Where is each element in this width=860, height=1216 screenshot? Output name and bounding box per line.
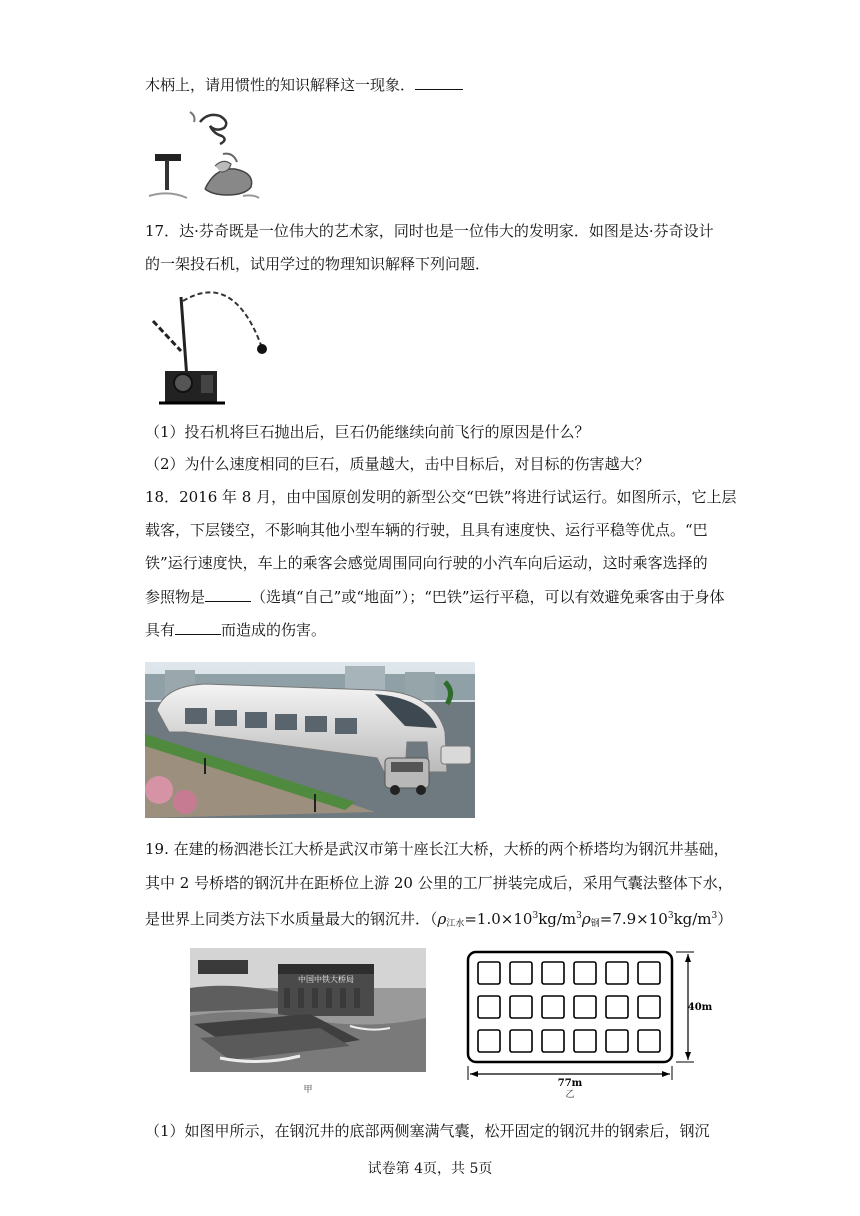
caisson-sign-text: 中国中铁大桥局 xyxy=(298,975,354,984)
q18-line-4b: （选填“自己”或“地面”）；“巴铁”运行平稳，可以有效避免乘客由于身体 xyxy=(251,588,725,606)
q17-line-1: 17．达·芬奇既是一位伟大的艺术家，同时也是一位伟大的发明家．如图是达·芬奇设计 xyxy=(145,222,714,240)
height-dimension-label: 40m xyxy=(687,1002,713,1013)
q17-line-2: 的一架投石机，试用学过的物理知识解释下列问题． xyxy=(145,255,491,273)
rho-water-exponent: 3 xyxy=(532,911,539,921)
q16-tail-line xyxy=(145,74,463,96)
q19-line-3-text: 是世界上同类方法下水质量最大的钢沉井．（ xyxy=(145,910,438,928)
q18-line-5a: 具有 xyxy=(145,621,176,639)
q16-tail-text: 木柄上，请用惯性的知识解释这一现象． xyxy=(145,76,416,94)
q19-line-1: 19. 在建的杨泗港长江大桥是武汉市第十座长江大桥，大桥的两个桥塔均为钢沉井基础， xyxy=(145,840,729,858)
q17-sub-1: （1）投石机将巨石抛出后，巨石仍能继续向前飞行的原因是什么？ xyxy=(145,423,590,441)
rho-water-unit-exponent: 3 xyxy=(576,911,582,921)
rho-steel-unit: kg/m xyxy=(673,910,712,928)
q19-line-3 xyxy=(145,905,732,935)
q19-line-2: 其中 2 号桥塔的钢沉井在距桥位上游 20 公里的工厂拼装完成后，采用气囊法整体下水， xyxy=(145,874,733,892)
rho-steel-unit-exponent: 3 xyxy=(711,911,718,921)
hammer-figure xyxy=(145,104,265,202)
q18-line-4 xyxy=(145,586,725,608)
width-dimension-label: 77m xyxy=(557,1078,583,1089)
q18-line-4a: 参照物是 xyxy=(145,588,206,606)
q19-sub-1: （1）如图甲所示，在钢沉井的底部两侧塞满气囊，松开固定的钢沉井的钢索后，钢沉 xyxy=(145,1122,710,1140)
caisson-cell-grid xyxy=(478,962,660,1052)
q18-blank-1 xyxy=(205,587,251,602)
figure-jia-label: 甲 xyxy=(303,1085,313,1095)
q18-line-5b: 而造成的伤害。 xyxy=(221,621,327,639)
formula-close: ） xyxy=(717,910,733,928)
rho-steel-symbol: ρ xyxy=(581,910,591,928)
figure-yi-label: 乙 xyxy=(565,1090,575,1098)
rho-steel-exponent: 3 xyxy=(667,911,674,921)
caisson-plan-diagram xyxy=(462,946,714,1098)
q18-blank-2 xyxy=(175,620,221,635)
rho-water-subscript: 江水 xyxy=(446,919,465,929)
caisson-launch-photo xyxy=(190,948,426,1098)
q18-line-2: 载客，下层镂空，不影响其他小型车辆的行驶，且具有速度快、运行平稳等优点。“巴 xyxy=(145,521,708,539)
straddling-bus-photo xyxy=(145,662,475,818)
q16-answer-blank xyxy=(415,75,463,90)
rho-water-value: =1.0×10 xyxy=(464,910,533,928)
rho-steel-subscript: 钢 xyxy=(590,919,600,929)
q18-line-1: 18．2016 年 8 月，由中国原创发明的新型公交“巴铁”将进行试运行。如图所示，它上层 xyxy=(145,488,737,506)
catapult-figure xyxy=(145,279,275,409)
q18-line-5 xyxy=(145,619,326,641)
q17-sub-2: （2）为什么速度相同的巨石，质量越大，击中目标后，对目标的伤害越大？ xyxy=(145,455,650,473)
page-footer: 试卷第 4页，共 5页 xyxy=(367,1161,493,1177)
rho-water-unit: kg/m xyxy=(538,910,577,928)
rho-water-symbol: ρ xyxy=(437,910,447,928)
q18-line-3: 铁”运行速度快，车上的乘客会感觉周围同向行驶的小汽车向后运动，这时乘客选择的 xyxy=(145,554,708,572)
rho-steel-value: =7.9×10 xyxy=(599,910,668,928)
